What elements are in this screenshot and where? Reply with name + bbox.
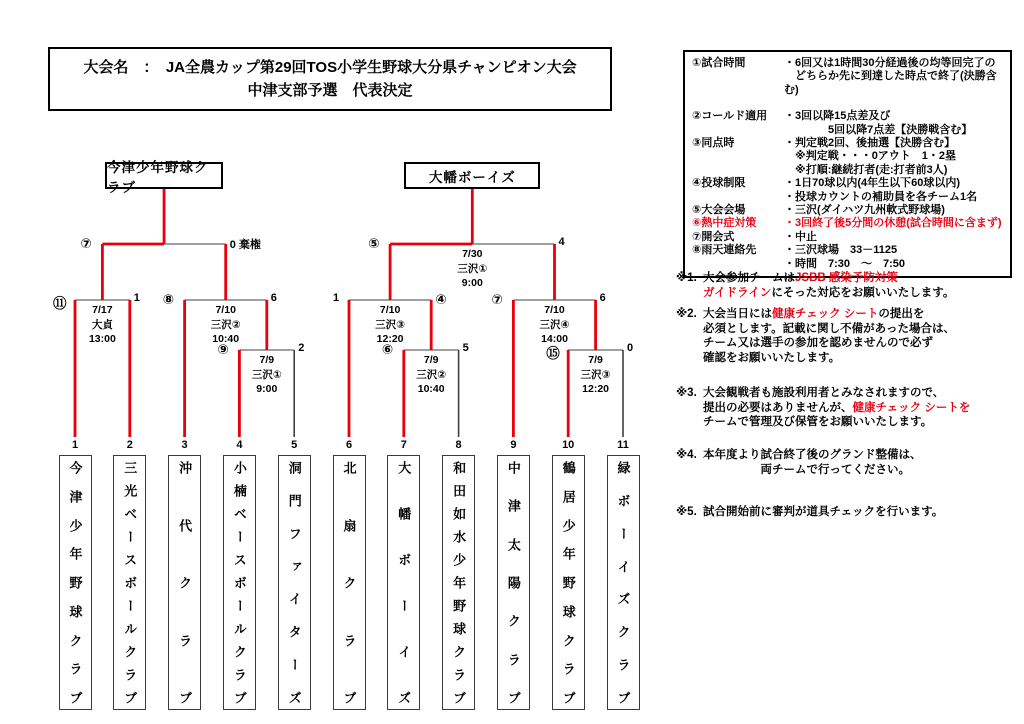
rule-row-4 — [692, 177, 1006, 204]
match-SR-left-score: ⑤ — [368, 236, 380, 251]
team-name-char: 光 — [122, 484, 138, 497]
team-name-char: 門 — [286, 493, 302, 507]
note-line — [703, 351, 1024, 366]
team-name-char: 年 — [451, 576, 467, 589]
team-name-char: 野 — [67, 576, 83, 589]
team-name-char: 代 — [177, 518, 193, 532]
match-info-line: 7/30 — [462, 248, 483, 260]
representative-box-left: 今津少年野球クラブ — [105, 162, 223, 189]
team-name-char: ク — [231, 645, 247, 658]
match-D-right-score: 0 — [627, 342, 634, 354]
match-G-right-score: 6 — [599, 292, 606, 304]
rule-line: 5回以降7点差【決勝戦含む】 — [784, 123, 973, 136]
team-name-char: ク — [177, 576, 193, 589]
team-name-char: 年 — [560, 547, 576, 561]
note-line — [703, 415, 1024, 430]
rule-line: ・判定戦2回、後抽選【決勝含む】 — [784, 137, 956, 150]
match-SL-right-score: 0 棄権 — [229, 239, 261, 251]
team-name-char: ス — [122, 553, 138, 566]
team-name-char: ブ — [615, 690, 631, 704]
match-info-line: 9:00 — [461, 277, 483, 289]
team-name-char: ラ — [451, 668, 467, 681]
rule-label: ①試合時間 — [692, 57, 746, 69]
note-1 — [676, 271, 1024, 300]
match-info-line: 三沢③ — [580, 368, 611, 381]
note-line — [703, 336, 1024, 351]
match-info-line: 7/10 — [544, 304, 565, 316]
team-box-10 — [552, 455, 585, 710]
rule-content — [784, 177, 1006, 204]
match-SR-info — [430, 247, 514, 291]
note-text: チームで管理及び保管をお願いいたします。 — [703, 416, 933, 428]
match-G-left-score: ⑦ — [491, 292, 503, 307]
rule-row-2 — [692, 110, 1006, 137]
note-text: 大会観戦者も施設利用者とみなされますので、 — [703, 387, 945, 399]
team-name-char: ラ — [341, 633, 357, 647]
team-name-char: 球 — [67, 604, 83, 618]
rule-content — [784, 217, 1006, 230]
team-name-char: ラ — [615, 658, 631, 672]
team-name-char: ブ — [451, 691, 467, 704]
team-name-char: 居 — [560, 489, 576, 503]
team-name-char: 中 — [505, 461, 521, 474]
team-name — [388, 456, 419, 709]
team-name — [334, 456, 365, 709]
match-info-line: 13:00 — [88, 333, 116, 345]
rule-label: ③同点時 — [692, 137, 735, 150]
rule-line: ・中止 — [784, 230, 817, 243]
note-line — [703, 463, 1024, 478]
team-name-char: 扇 — [341, 518, 357, 532]
team-box-7 — [387, 455, 420, 710]
rule-row-7 — [692, 231, 1006, 244]
note-4 — [676, 448, 1024, 477]
note-number: ※5. — [676, 506, 697, 518]
team-name-char: ラ — [122, 668, 138, 681]
team-box-5 — [278, 455, 311, 710]
team-name-char: ク — [67, 633, 83, 647]
note-line — [703, 401, 1024, 416]
team-number-2: 2 — [126, 439, 133, 451]
match-SR-right-score: 4 — [558, 236, 565, 248]
team-name-char: ー — [286, 658, 302, 672]
match-SL-left-score: ⑦ — [80, 236, 92, 251]
match-info-line: 三沢① — [251, 368, 282, 381]
team-number-4: 4 — [236, 439, 243, 451]
match-info-line: 7/17 — [92, 304, 113, 316]
team-name-char: ベ — [231, 507, 247, 520]
note-text: チーム又は選手の参加を認めませんので必ず — [703, 337, 933, 349]
note-text: 大会当日には — [703, 308, 772, 320]
team-name-char: ー — [231, 599, 247, 612]
match-info-line: 7/9 — [259, 354, 275, 366]
rules-panel — [683, 50, 1012, 278]
team-name — [498, 456, 529, 709]
match-info-line: 9:00 — [256, 383, 278, 395]
team-name-char: 野 — [560, 576, 576, 589]
rule-line: ・3回以降15点差及び — [784, 110, 891, 123]
team-name-char: 少 — [67, 518, 83, 532]
representative-box-right: 大幡ボーイズ — [404, 162, 540, 189]
match-info-line: 12:20 — [582, 383, 610, 395]
team-name-char: イ — [615, 559, 631, 573]
team-name-char: 津 — [505, 499, 521, 513]
team-name — [553, 456, 584, 709]
team-name-char: ー — [122, 530, 138, 543]
note-text-red: 健康チェック シート — [772, 308, 879, 320]
note-text-red: 健康チェック シートを — [852, 401, 971, 414]
team-number-3: 3 — [181, 439, 188, 451]
title-line-1: 大会名 ： JA全農カップ第29回TOS小学生野球大分県チャンピオン大会 — [83, 59, 577, 76]
team-number-11: 11 — [617, 439, 629, 451]
note-number: ※2. — [676, 308, 697, 320]
match-F-left-score: 1 — [333, 292, 340, 304]
team-number-9: 9 — [510, 439, 517, 451]
match-info-line: 三沢② — [210, 318, 241, 331]
team-box-3 — [168, 455, 201, 710]
rule-content — [784, 137, 1006, 177]
match-C-info — [389, 353, 473, 397]
team-box-9 — [497, 455, 530, 710]
match-info-line: 7/9 — [423, 354, 439, 366]
match-C-left-score: ⑥ — [381, 342, 394, 357]
note-text: 大会参加チームは — [703, 272, 795, 284]
match-D-left-score: ⑮ — [546, 346, 560, 361]
team-name — [443, 456, 474, 709]
team-name-char: ァ — [286, 559, 302, 573]
team-number-5: 5 — [291, 439, 298, 451]
team-name-char: 如 — [451, 507, 467, 520]
team-number-8: 8 — [455, 439, 462, 451]
note-text: にそった対応をお願いいたします。 — [771, 286, 955, 299]
team-name-char: 鶴 — [560, 461, 576, 474]
rule-label: ②コールド適用 — [692, 110, 768, 123]
team-name-char: ラ — [505, 652, 521, 666]
team-name-char: ブ — [341, 691, 357, 704]
team-name-char: 楠 — [231, 484, 247, 497]
team-box-4 — [223, 455, 256, 710]
team-name-char: ブ — [177, 691, 193, 704]
match-G-info — [513, 303, 597, 347]
title-line-2: 中津支部予選 代表決定 — [247, 82, 413, 99]
match-E-right-score: 6 — [270, 292, 277, 304]
match-B-right-score: 2 — [298, 342, 305, 354]
note-text: 提出の必要はありませんが、 — [703, 401, 853, 414]
match-info-line: 7/10 — [215, 304, 236, 316]
team-name-char: ー — [231, 530, 247, 543]
team-name-char: ラ — [560, 662, 576, 676]
rule-line: ※打順:継続打者(走:打者前3人) — [784, 163, 948, 176]
note-line — [703, 271, 1024, 286]
team-name-char: 陽 — [505, 575, 521, 589]
team-name-char: ボ — [231, 576, 247, 589]
team-name-char: ー — [396, 599, 412, 612]
team-name-char: 津 — [67, 489, 83, 503]
team-name-char: ブ — [560, 691, 576, 704]
note-line — [703, 286, 1024, 301]
match-info-line: 大貞 — [91, 318, 113, 331]
team-name-char: 少 — [560, 518, 576, 532]
rule-content — [784, 57, 1006, 97]
team-name-char: ク — [505, 614, 521, 628]
note-text: 両チームで行ってください。 — [703, 463, 910, 476]
team-name-char: ブ — [505, 690, 521, 704]
match-info-line: 10:40 — [212, 333, 240, 345]
team-box-2 — [113, 455, 146, 710]
match-D-info — [554, 353, 638, 397]
team-name-char: ラ — [177, 633, 193, 647]
rule-row-1 — [692, 57, 1006, 97]
team-name-char: 球 — [451, 622, 467, 635]
note-text: 確認をお願いいたします。 — [703, 351, 841, 364]
team-name-char: ブ — [122, 691, 138, 704]
note-line — [703, 448, 1024, 463]
rule-row-8 — [692, 244, 1006, 271]
team-name-char: イ — [396, 645, 412, 658]
team-name-char: 太 — [505, 537, 521, 551]
team-name-char: ク — [341, 576, 357, 589]
rule-line: ・3回終了後5分間の休憩(試合時間に含まず) — [784, 217, 1002, 230]
note-line — [703, 386, 1024, 401]
note-5 — [676, 505, 1024, 520]
note-text: 本年度より試合終了後のグランド整備は、 — [703, 449, 922, 461]
note-text-red: ガイドライン — [703, 286, 772, 299]
team-number-1: 1 — [71, 439, 79, 451]
team-number-6: 6 — [345, 439, 353, 451]
team-box-1 — [59, 455, 92, 710]
rule-row-3 — [692, 137, 1006, 177]
note-3 — [676, 386, 1024, 430]
match-A-right-score: 1 — [133, 292, 140, 304]
note-number: ※4. — [676, 449, 697, 461]
note-number: ※1. — [676, 272, 697, 284]
rule-line: ・投球カウントの補助員を各チーム1名 — [784, 190, 978, 203]
team-name — [60, 456, 91, 709]
rule-line: ・三沢球場 33－1125 — [784, 244, 898, 257]
team-name-char: 球 — [560, 604, 576, 618]
rule-line: ・1日70球以内(4年生以下60球以内) — [784, 177, 961, 190]
team-name-char: 野 — [451, 599, 467, 612]
team-name-char: 沖 — [177, 461, 193, 474]
team-name-char: 水 — [451, 530, 467, 543]
team-name-char: ボ — [615, 493, 631, 507]
team-name-char: ズ — [396, 691, 412, 704]
rule-content — [784, 204, 1006, 217]
team-name-char: ボ — [122, 576, 138, 589]
match-info-line: 三沢③ — [375, 318, 406, 331]
rule-label: ④投球制限 — [692, 177, 746, 190]
team-name-char: 田 — [451, 484, 467, 497]
rule-line: ・6回又は1時間30分経過後の均等回完了の — [784, 57, 996, 69]
match-F-info — [348, 303, 432, 347]
title-box — [48, 47, 612, 111]
match-B-left-score: ⑨ — [217, 342, 229, 357]
team-name-char: 少 — [451, 553, 467, 566]
rule-row-6 — [692, 217, 1006, 230]
team-name-char: ー — [615, 526, 631, 540]
match-E-left-score: ⑧ — [162, 292, 175, 307]
team-name-char: ク — [560, 633, 576, 647]
rule-label: ⑧雨天連絡先 — [692, 244, 757, 257]
team-name-char: 洞 — [286, 461, 302, 474]
rule-label: ⑥熱中症対策 — [692, 217, 757, 230]
team-name-char: フ — [286, 526, 302, 540]
team-name-char: ー — [122, 599, 138, 612]
team-name-char: 幡 — [396, 507, 412, 520]
team-name-char: ク — [451, 645, 467, 658]
team-name-char: イ — [286, 592, 302, 606]
team-name-char: ク — [122, 645, 138, 658]
team-name-char: 大 — [396, 461, 412, 474]
match-E-info — [184, 303, 268, 347]
team-name-char: ラ — [231, 668, 247, 681]
rule-line: どちらか先に到達した時点で終了(決勝含む) — [784, 70, 997, 96]
rule-line: ・時間 7:30 ～ 7:50 — [784, 257, 906, 270]
match-A-info — [60, 303, 144, 347]
team-name-char: ズ — [615, 592, 631, 606]
team-name-char: ク — [615, 625, 631, 639]
note-text-red: JSBB 感染予防対策 — [795, 272, 898, 284]
team-name — [224, 456, 255, 709]
team-name — [169, 456, 200, 709]
team-box-6 — [333, 455, 366, 710]
match-info-line: 10:40 — [417, 383, 445, 395]
team-name-char: 小 — [231, 461, 247, 474]
rule-content — [784, 110, 1006, 137]
team-name-char: 年 — [67, 547, 83, 561]
team-name-char: タ — [286, 625, 302, 639]
team-name-char: ス — [231, 553, 247, 566]
note-2 — [676, 307, 1024, 365]
note-number: ※3. — [676, 387, 697, 399]
match-B-info — [225, 353, 309, 397]
match-info-line: 三沢① — [457, 262, 488, 275]
match-A-left-score: ⑪ — [53, 296, 67, 311]
team-name — [114, 456, 145, 709]
team-name-char: ボ — [396, 553, 412, 566]
team-name — [608, 456, 639, 709]
team-name-char: 緑 — [615, 461, 631, 474]
match-info-line: 12:20 — [376, 333, 404, 345]
team-name-char: ブ — [231, 691, 247, 704]
match-info-line: 7/10 — [379, 304, 401, 316]
team-name-char: ベ — [122, 507, 138, 520]
note-line — [703, 307, 1024, 322]
rule-content — [784, 231, 1006, 244]
team-name-char: ズ — [286, 690, 302, 704]
rule-row-5 — [692, 204, 1006, 217]
note-line — [703, 505, 1024, 520]
team-number-7: 7 — [400, 439, 407, 451]
match-F-right-score: ④ — [435, 292, 447, 307]
team-name — [279, 456, 310, 709]
note-text: 必須とします。記載に関し不備があった場合は、 — [703, 322, 955, 335]
rule-line: ・三沢(ダイハツ九州軟式野球場) — [784, 204, 945, 217]
note-line — [703, 322, 1024, 337]
note-text: 試合開始前に審判が道具チェックを行います。 — [703, 506, 944, 518]
team-name-char: ラ — [67, 662, 83, 676]
team-name-char: 北 — [341, 461, 357, 474]
rule-line: ※判定戦・・・0アウト 1・2塁 — [784, 150, 957, 163]
team-name-char: ル — [231, 622, 247, 635]
team-box-11 — [607, 455, 640, 710]
team-name-char: ル — [122, 622, 138, 635]
rule-label: ⑦開会式 — [692, 230, 735, 243]
team-name-char: 三 — [122, 461, 138, 474]
match-info-line: 14:00 — [541, 333, 568, 345]
team-number-10: 10 — [562, 439, 575, 451]
team-name-char: ブ — [67, 691, 83, 704]
team-box-8 — [442, 455, 475, 710]
match-info-line: 三沢④ — [539, 318, 570, 331]
match-info-line: 7/9 — [588, 354, 603, 366]
note-text: の提出を — [878, 308, 925, 320]
team-name-char: 今 — [67, 461, 83, 474]
rule-content — [784, 244, 1006, 271]
team-name-char: 和 — [451, 461, 467, 474]
match-info-line: 三沢② — [416, 368, 447, 381]
match-C-right-score: 5 — [462, 342, 469, 354]
rule-label: ⑤大会会場 — [692, 204, 746, 217]
